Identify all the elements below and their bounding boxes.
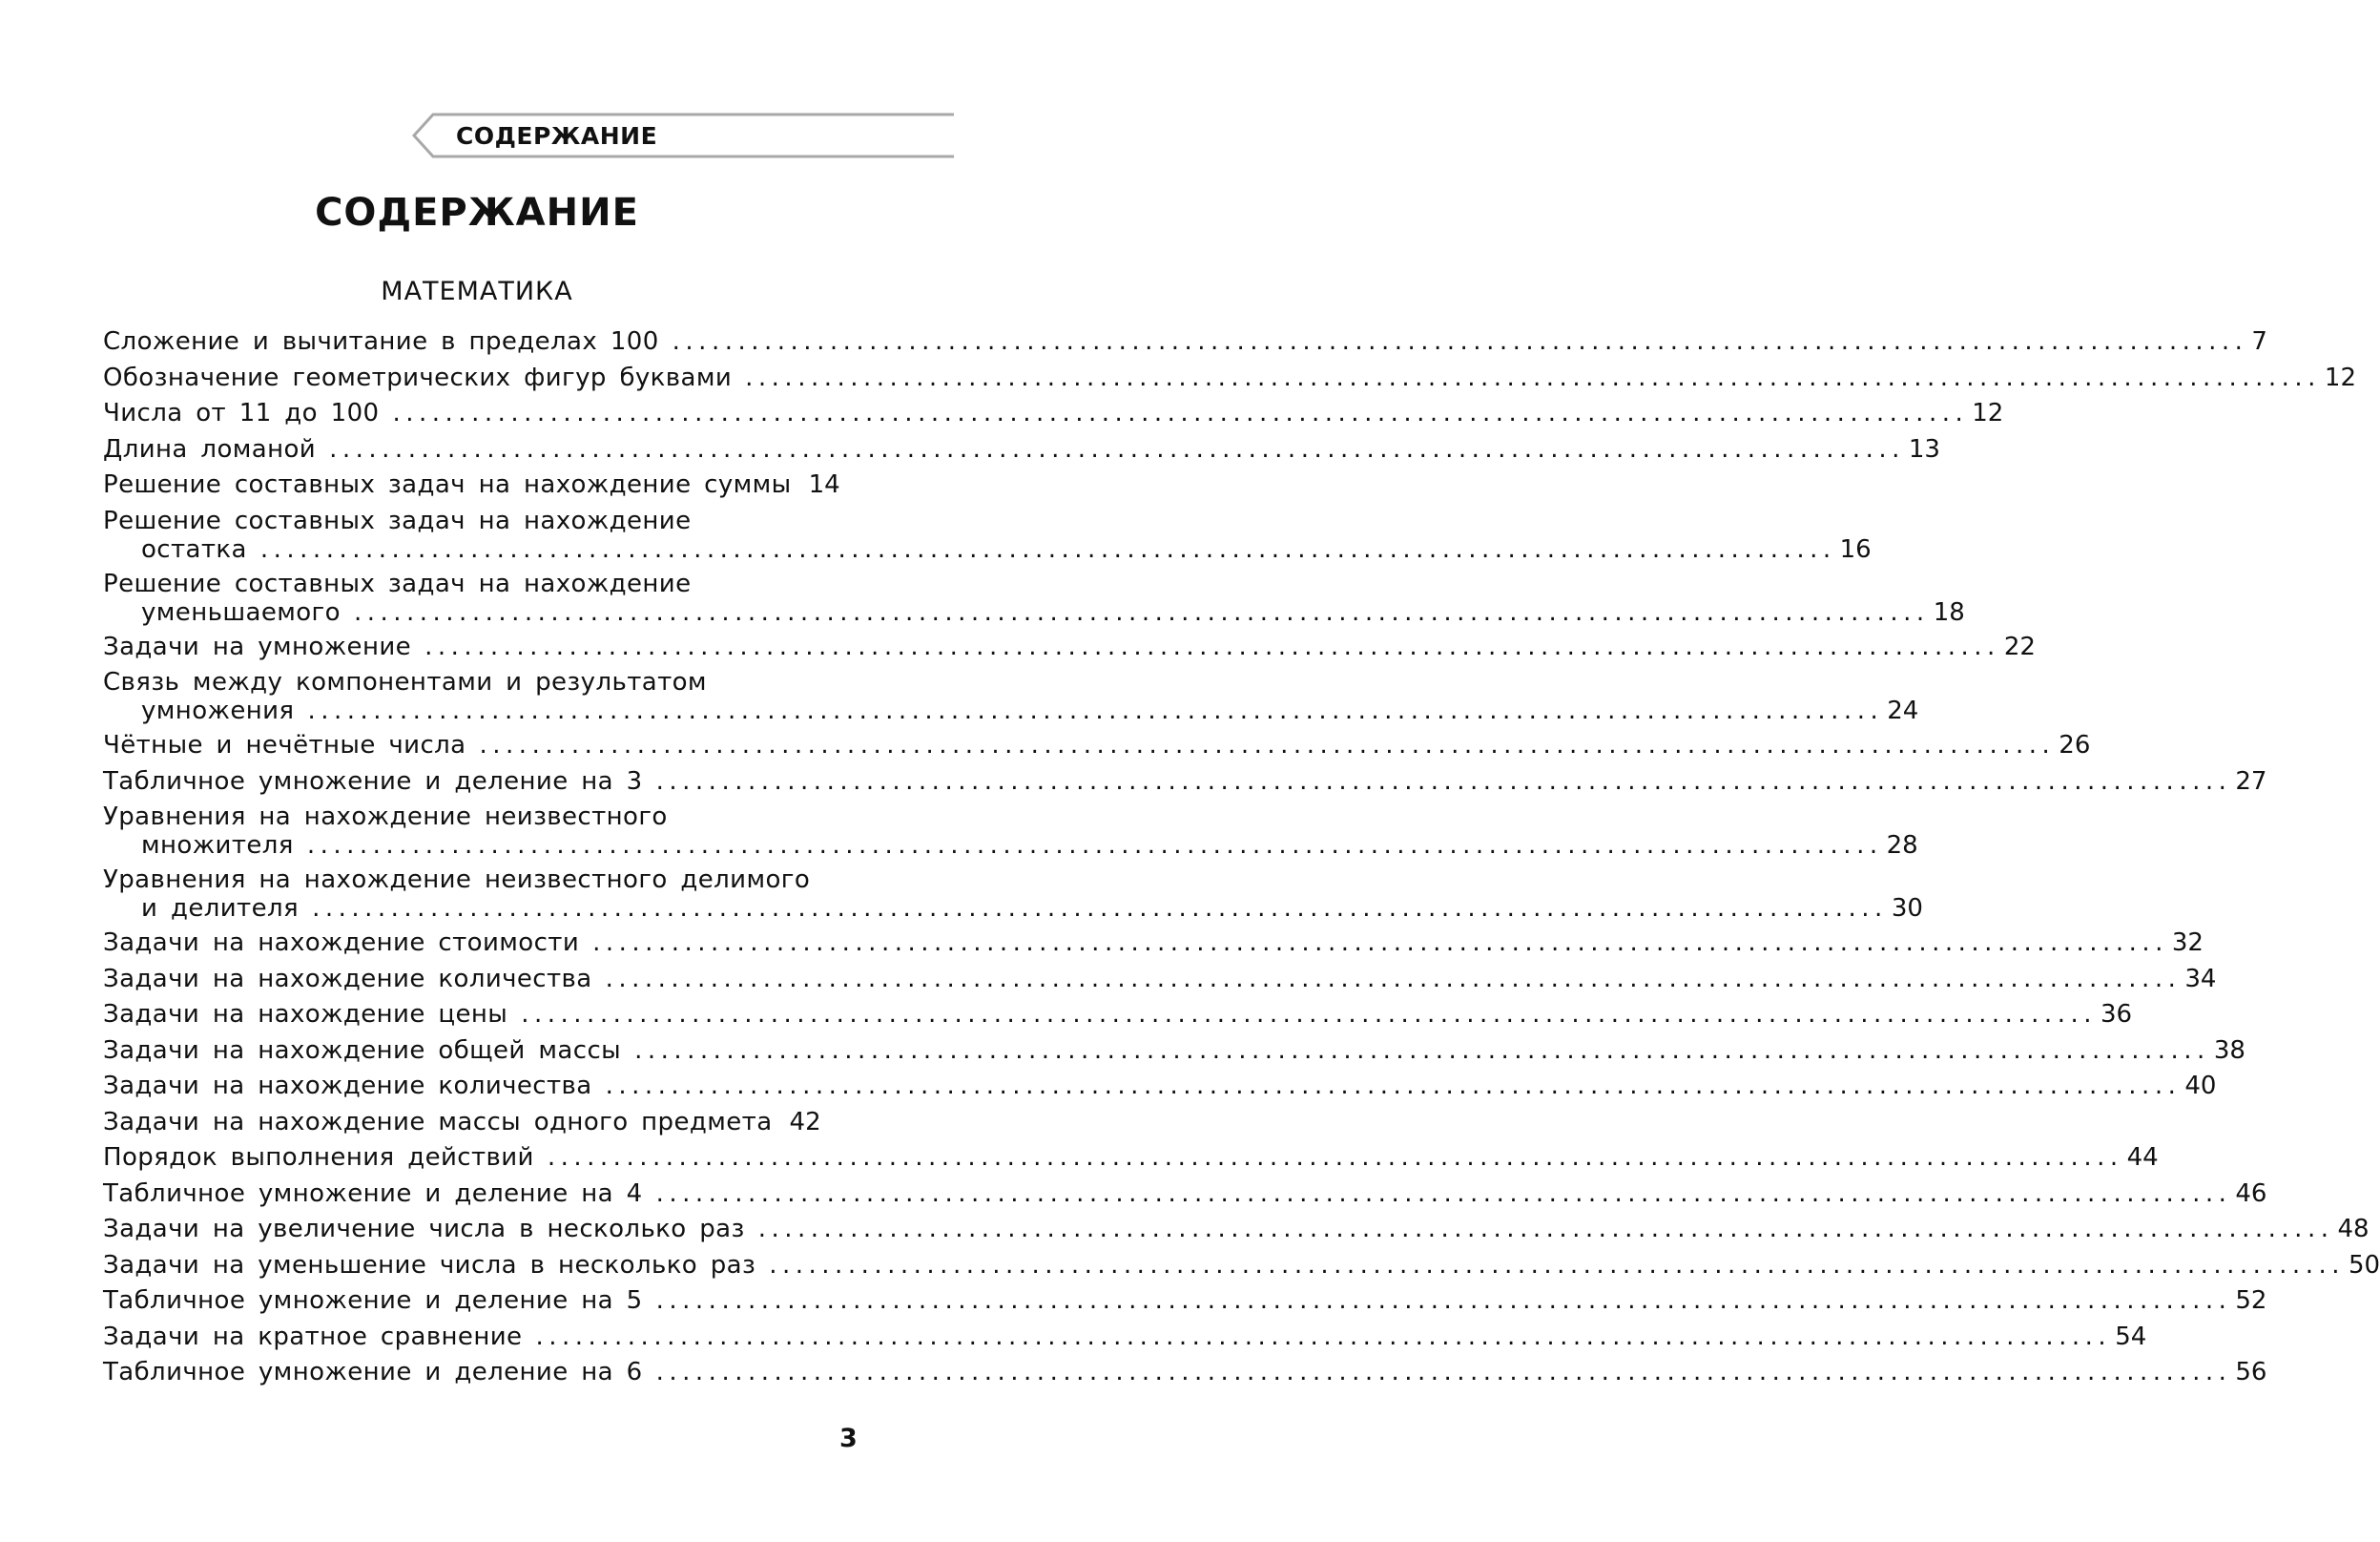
- toc-entry-page: 52: [2235, 1286, 2267, 1315]
- toc-entry-page: 38: [2213, 1035, 2245, 1065]
- toc-entry-row: [103, 1358, 2267, 1386]
- page-title: СОДЕРЖАНИЕ: [315, 191, 639, 235]
- running-header-tab: [412, 113, 954, 158]
- toc-entry-page: 12: [1972, 399, 2004, 427]
- toc-entry-title: Числа от 11 до 100: [103, 399, 380, 427]
- toc-entry: [103, 766, 2267, 796]
- toc-entry-title: Задачи на уменьшение числа в несколько раз: [103, 1250, 756, 1280]
- toc-entry-row: [103, 327, 2267, 356]
- toc-entry-row: [103, 894, 1923, 923]
- toc-entry-title-line: Решение составных задач на нахождение: [103, 569, 692, 598]
- toc-entry: [103, 434, 1940, 464]
- toc-entry-row: [103, 1143, 2159, 1172]
- toc-leader-dots: ........................................................................................................................: [655, 766, 2232, 796]
- toc-entry-row: [103, 470, 840, 499]
- toc-entry: [103, 1072, 2217, 1100]
- toc-entry-title: Задачи на нахождение стоимости: [103, 928, 580, 957]
- toc-entry-row: [103, 1322, 2147, 1351]
- toc-entry-title: Табличное умножение и деление на 3: [103, 766, 643, 796]
- toc-entry-title: Табличное умножение и деление на 5: [103, 1286, 643, 1315]
- toc-entry: [103, 632, 2036, 661]
- toc-entry-page: 36: [2101, 1000, 2133, 1029]
- toc-entry-title-line: Уравнения на нахождение неизвестного делимого: [103, 865, 811, 894]
- toc-entry: [103, 865, 1923, 923]
- section-title: МАТЕМАТИКА: [381, 277, 573, 306]
- toc-entry-row: [103, 964, 2217, 993]
- toc-entry-page: 24: [1887, 697, 1919, 725]
- toc-leader-dots: ........................................................................................................................: [655, 1286, 2232, 1315]
- toc-entry: [103, 1000, 2133, 1029]
- toc-leader-dots: ........................................................................................................................: [307, 697, 1884, 725]
- toc-entry-title: Задачи на нахождение общей массы: [103, 1035, 622, 1065]
- toc-entry-row: [103, 632, 2036, 661]
- toc-entry-row: [103, 1250, 2380, 1280]
- toc-entry-row: [103, 928, 2204, 957]
- toc-entry-title: множителя: [141, 831, 294, 860]
- toc-entry-page: 32: [2171, 928, 2204, 957]
- toc-leader-dots: ........................................................................................................................: [479, 731, 2056, 760]
- toc-entry-page: 48: [2337, 1215, 2370, 1243]
- toc-entry-title: Длина ломаной: [103, 434, 317, 464]
- toc-leader-dots: ........................................................................................................................: [306, 831, 1883, 860]
- toc-entry-page: 14: [808, 470, 840, 499]
- toc-entry-page: 54: [2115, 1322, 2147, 1351]
- toc-entry-title-line: Связь между компонентами и результатом: [103, 668, 707, 697]
- toc-leader-dots: ........................................................................................................................: [757, 1215, 2334, 1243]
- running-header-label: СОДЕРЖАНИЕ: [456, 122, 658, 150]
- toc-entry: [103, 1250, 2380, 1280]
- toc-leader-dots: ........................................................................................................................: [329, 434, 1905, 464]
- toc-entry: [103, 1035, 2245, 1065]
- toc-entry-title: уменьшаемого: [141, 597, 341, 627]
- toc-entry-page: 13: [1908, 434, 1940, 464]
- toc-leader-dots: ........................................................................................................................: [769, 1250, 2345, 1280]
- toc-entry-title-line: Уравнения на нахождение неизвестного: [103, 802, 668, 831]
- toc-entry: [103, 363, 2356, 392]
- toc-leader-dots: ........................................................................................................................: [353, 597, 1930, 627]
- toc-entry-title: Табличное умножение и деление на 4: [103, 1178, 643, 1208]
- toc-leader-dots: ........................................................................................................................: [745, 363, 2321, 392]
- toc-entry-page: 28: [1886, 831, 1918, 860]
- toc-entry-page: 44: [2126, 1143, 2159, 1172]
- toc-entry-page: 12: [2324, 363, 2356, 392]
- toc-entry-row: [103, 399, 2004, 427]
- toc-entry-title: умножения: [141, 697, 295, 725]
- toc-entry-row: [103, 731, 2091, 760]
- toc-leader-dots: ........................................................................................................................: [605, 1072, 2182, 1100]
- toc-leader-dots: ........................................................................................................................: [424, 632, 2000, 661]
- toc-entry-title: Обозначение геометрических фигур буквами: [103, 363, 733, 392]
- page-number: 3: [839, 1424, 858, 1453]
- toc-entry-title: Задачи на умножение: [103, 632, 412, 661]
- toc-entry: [103, 1215, 2370, 1243]
- toc-entry-page: 40: [2184, 1072, 2217, 1100]
- toc-entry-page: 22: [2003, 632, 2036, 661]
- toc-entry: [103, 1107, 821, 1136]
- toc-entry-title: и делителя: [141, 894, 300, 923]
- toc-entry: [103, 731, 2091, 760]
- toc-entry: [103, 399, 2004, 427]
- toc-leader-dots: ........................................................................................................................: [672, 327, 2248, 356]
- toc-entry-title-line: Решение составных задач на нахождение: [103, 506, 692, 535]
- toc-leader-dots: ........................................................................................................................: [312, 894, 1888, 923]
- toc-entry-title: Задачи на увеличение числа в несколько раз: [103, 1215, 745, 1243]
- toc-entry-row: [103, 1286, 2267, 1315]
- toc-entry-title: Табличное умножение и деление на 6: [103, 1358, 643, 1386]
- toc-entry-title: Сложение и вычитание в пределах 100: [103, 327, 659, 356]
- toc-leader-dots: ........................................................................................................................: [521, 1000, 2097, 1029]
- toc-entry-row: [103, 1215, 2370, 1243]
- toc-entry-title: Задачи на нахождение количества: [103, 964, 592, 993]
- toc-entry-title: Задачи на нахождение массы одного предмета: [103, 1107, 773, 1136]
- toc-entry: [103, 470, 840, 499]
- toc-entry-row: [103, 766, 2267, 796]
- toc-entry: [103, 506, 1872, 564]
- toc-leader-dots: ........................................................................................................................: [634, 1035, 2210, 1065]
- toc-entry-row: [103, 1178, 2267, 1208]
- toc-entry: [103, 1322, 2147, 1351]
- toc-entry: [103, 964, 2217, 993]
- toc-entry-page: 26: [2059, 731, 2091, 760]
- toc-leader-dots: ........................................................................................................................: [655, 1178, 2232, 1208]
- toc-entry-row: [103, 1072, 2217, 1100]
- toc-entry-row: [103, 534, 1872, 564]
- toc-entry-row: [103, 1000, 2133, 1029]
- toc-entry: [103, 928, 2204, 957]
- toc-entry-page: 30: [1891, 894, 1923, 923]
- toc-leader-dots: ........................................................................................................................: [655, 1358, 2232, 1386]
- toc-entry-page: 34: [2184, 964, 2217, 993]
- toc-entry: [103, 327, 2267, 356]
- toc-entry-page: 18: [1933, 597, 1965, 627]
- toc-entry-title: Чётные и нечётные числа: [103, 731, 466, 760]
- toc-entry-title: Порядок выполнения действий: [103, 1143, 534, 1172]
- toc-entry-title: остатка: [141, 534, 247, 564]
- toc-entry-page: 27: [2235, 766, 2267, 796]
- toc-leader-dots: ........................................................................................................................: [392, 399, 1969, 427]
- toc-entry-title: Задачи на нахождение цены: [103, 1000, 508, 1029]
- toc-leader-dots: ........................................................................................................................: [259, 534, 1836, 564]
- toc-entry-page: 42: [789, 1107, 821, 1136]
- toc-entry: [103, 668, 1919, 725]
- toc-entry-row: [103, 697, 1919, 725]
- toc-entry-row: [103, 434, 1940, 464]
- toc-entry: [103, 802, 1918, 860]
- toc-entry-page: 56: [2235, 1358, 2267, 1386]
- toc-entry: [103, 569, 1965, 627]
- toc-entry-title: Задачи на нахождение количества: [103, 1072, 592, 1100]
- toc-entry-row: [103, 597, 1965, 627]
- toc-leader-dots: ........................................................................................................................: [547, 1143, 2123, 1172]
- toc-entry: [103, 1143, 2159, 1172]
- toc-leader-dots: ........................................................................................................................: [592, 928, 2168, 957]
- table-of-contents: [103, 327, 2380, 1394]
- toc-entry-row: [103, 363, 2356, 392]
- toc-entry-title: Задачи на кратное сравнение: [103, 1322, 523, 1351]
- toc-entry-page: 7: [2251, 327, 2267, 356]
- toc-entry-page: 46: [2235, 1178, 2267, 1208]
- toc-entry-row: [103, 1035, 2245, 1065]
- toc-entry-row: [103, 1107, 821, 1136]
- toc-entry: [103, 1286, 2267, 1315]
- toc-leader-dots: ........................................................................................................................: [535, 1322, 2112, 1351]
- toc-entry: [103, 1358, 2267, 1386]
- toc-entry-row: [103, 831, 1918, 860]
- toc-entry-page: 16: [1839, 534, 1872, 564]
- toc-leader-dots: ........................................................................................................................: [605, 964, 2182, 993]
- toc-entry: [103, 1178, 2267, 1208]
- toc-entry-title: Решение составных задач на нахождение суммы: [103, 470, 792, 499]
- toc-entry-page: 50: [2349, 1250, 2380, 1280]
